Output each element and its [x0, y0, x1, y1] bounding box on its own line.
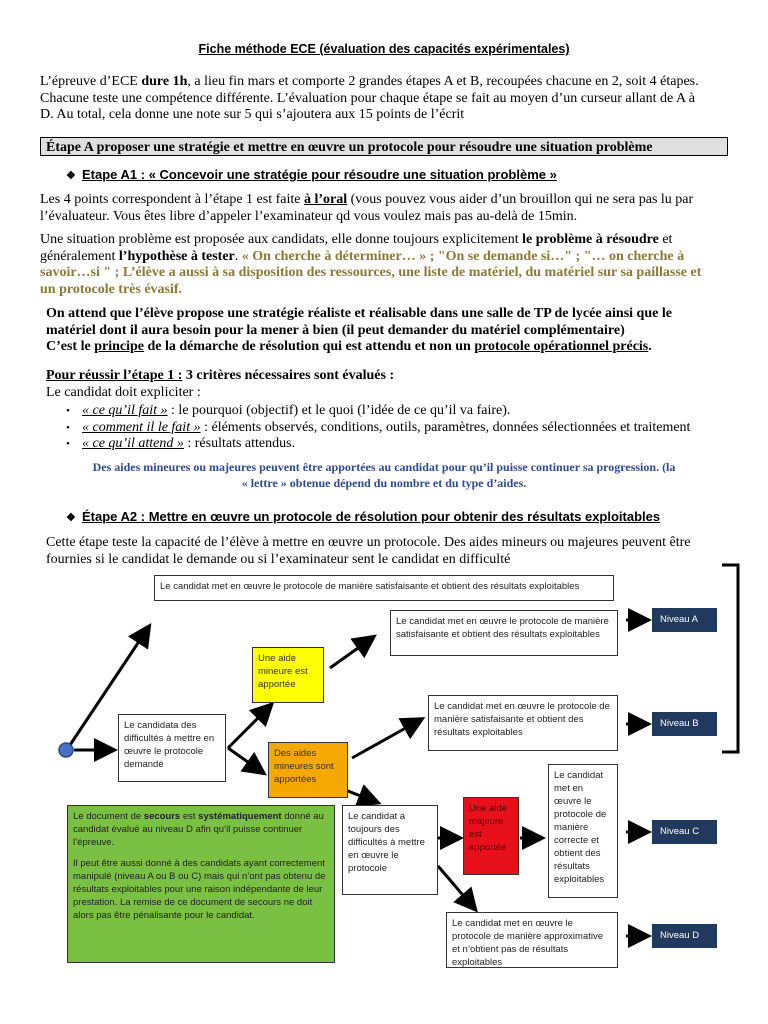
arrow-mineures-b — [352, 720, 420, 758]
bracket — [722, 565, 738, 752]
niveau-c-badge: Niveau C — [652, 820, 717, 844]
list-item: • « comment il le fait » : éléments observés, conditions, outils, paramètres, données sélectionnées et traitement — [66, 419, 691, 435]
page-title: Fiche méthode ECE (évaluation des capacités expérimentales) — [198, 42, 570, 56]
arrow-diff-mineure — [228, 706, 270, 748]
flow-box-aide-majeure: Une aide majeure est apportée — [463, 797, 519, 875]
reussir-block: Pour réussir l’étape 1 : 3 critères nécessaires sont évalués : Le candidat doit expliciter : — [46, 368, 395, 400]
a2-heading: ❖ Étape A2 : Mettre en œuvre un protocole de résolution pour obtenir des résultats exploitables — [66, 509, 661, 524]
flow-box-b: Le candidat met en œuvre le protocole de manière satisfaisante et obtient des résultats exploitables — [428, 695, 618, 751]
niveau-a-badge: Niveau A — [652, 608, 717, 632]
a2-body: Cette étape teste la capacité de l’élève à mettre en œuvre un protocole. Des aides mineurs ou majeures peuvent être fournies si le candidat le demande ou si l’examinateur sent le candidat en difficulté — [46, 535, 691, 567]
flow-box-a: Le candidat met en œuvre le protocole de manière satisfaisante et obtient des résultats exploitables — [390, 610, 618, 656]
a1-body: Les 4 points correspondent à l’étape 1 est faite à l’oral (vous pouvez vous aider d’un brouillon qui ne sera pas lu par l’évaluateur. Vous êtes libre d’appeler l’examinateur qd vous voulez mais pas au-delà de 15min. — [40, 192, 694, 224]
start-node-icon — [59, 743, 73, 757]
diamond-bullet-icon: ❖ — [66, 512, 76, 524]
aides-note: Des aides mineures ou majeures peuvent être apportées au candidat pour qu’il puisse continuer sa progression. (la « lettre » obtenue dépend du nombre et du type d’aides. — [92, 460, 676, 490]
etape-a-banner: Étape A proposer une stratégie et mettre en œuvre un protocole pour résoudre une situation problème — [40, 137, 728, 156]
intro-paragraph: L’épreuve d’ECE dure 1h, a lieu fin mars et comporte 2 grandes étapes A et B, recoupées chacune en 2, soit 4 étapes. Chacune teste une compétence différente. L’évaluation pour chaque étape se fait au moyen d’un curseur allant de A à D. Au total, cela donne une note sur 5 qui s’ajoutera aux 15 points de l’écrit — [40, 74, 699, 122]
arrow-diff-mineures — [228, 748, 262, 772]
dot-bullet-icon: • — [66, 438, 70, 450]
flow-box-aide-mineure: Une aide mineure est apportée — [252, 647, 324, 703]
criteria-list — [66, 403, 756, 453]
arrow-mineure-a — [330, 638, 372, 668]
flow-box-aides-mineures: Des aides mineures sont apportées — [268, 742, 348, 798]
dot-bullet-icon: • — [66, 421, 70, 434]
diamond-bullet-icon: ❖ — [66, 170, 76, 182]
dot-bullet-icon: • — [66, 405, 70, 417]
a1-situation: Une situation problème est proposée aux candidats, elle donne toujours explicitement le problème à résoudre et généralement l’hypothèse à tester. « On cherche à déterminer… » ; "On se demande si…" ; "… on cherche à savoir…si " ; L’élève a aussi à sa disposition des ressources, une liste de matériel, du matériel sur sa paillasse et un protocole très évasif. — [40, 232, 702, 297]
flow-box-top: Le candidat met en œuvre le protocole de manière satisfaisante et obtient des résultats exploitables — [154, 575, 614, 601]
niveau-d-badge: Niveau D — [652, 924, 717, 948]
flow-box-difficulty: Le candidata des difficultés à mettre en œuvre le protocole demandé — [118, 714, 226, 782]
a1-attente: On attend que l’élève propose une stratégie réaliste et réalisable dans une salle de TP de lycée ainsi que le matériel dont il aura besoin pour la mener à bien (il peut demander du matériel complémentaire) C’est le principe de la démarche de résolution qui est attendu et non un protocole opérationnel précis. — [46, 306, 672, 354]
a1-heading: ❖ Etape A1 : « Concevoir une stratégie pour résoudre une situation problème » — [66, 167, 557, 182]
niveau-b-badge: Niveau B — [652, 712, 717, 736]
flow-box-d: Le candidat met en œuvre le protocole de manière approximative et n’obtient pas de résultats exploitables — [446, 912, 618, 968]
flow-box-secours: Le document de secours est systématiquement donné au candidat évalué au niveau D afin qu’il puisse continuer l’épreuve. Il peut être aussi donné à des candidats ayant correctement manipulé (niveau A ou B ou C) mais qui n’ont pas obtenu de résultats exploitables pour une raison indépendante de leur prestation. La remise de ce document de secours ne doit alors pas être pénalisante pour le candidat. — [67, 805, 335, 963]
list-item: • « ce qu’il fait » : le pourquoi (objectif) et le quoi (l’idée de ce qu’il va faire). — [66, 403, 511, 418]
list-item: • « ce qu’il attend » : résultats attendus. — [66, 436, 296, 451]
flow-box-toujours: Le candidat a toujours des difficultés à mettre en œuvre le protocole — [342, 805, 438, 895]
flow-box-c: Le candidat met en œuvre le protocole de manière correcte et obtient des résultats exploitables — [548, 764, 618, 898]
